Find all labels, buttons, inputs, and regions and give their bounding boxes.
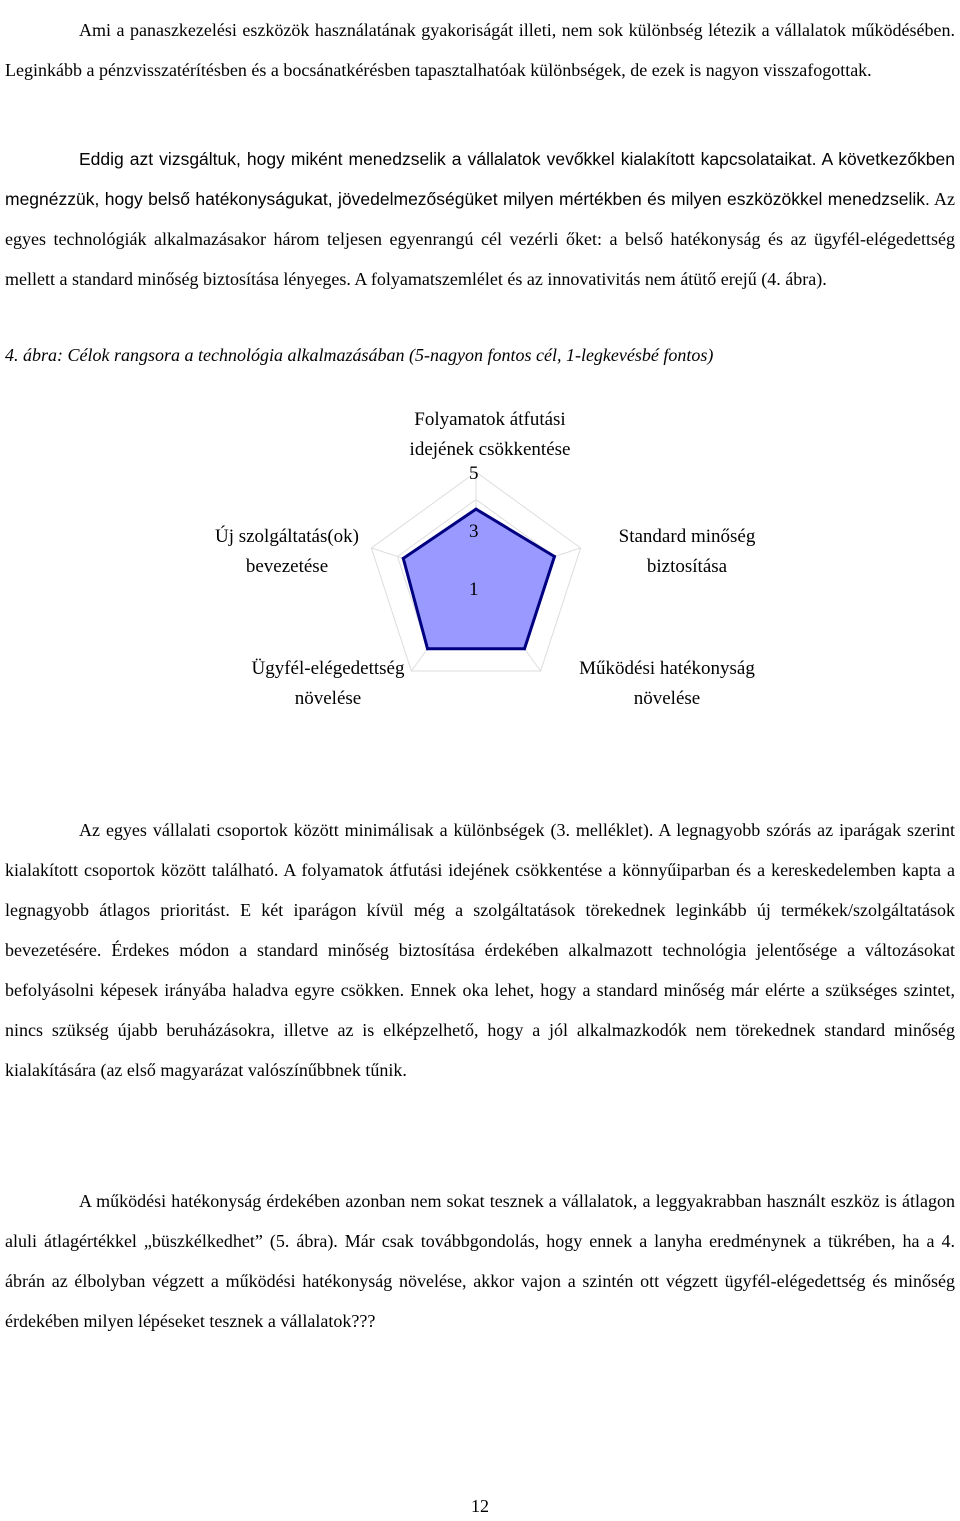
radar-chart bbox=[0, 395, 960, 725]
radar-axis-label-line: Folyamatok átfutási bbox=[414, 409, 566, 430]
paragraph-mukodesi-hatekonysag: A működési hatékonyság érdekében azonban nem sokat tesznek a vállalatok, a leggyakrabban használt eszköz is átlagon aluli átlagértékkel „büszkélkedhet” (5. ábra). Már csak továbbgondolás, hogy ennek a lanyha eredménynek a tükrében, ha a 4. ábrán az élbolyban végzett a működési hatékonyság növelése, akkor vajon a szintén ott végzett ügyfél-elégedettség és minőség érdekében milyen lépéseket tesznek a vállalatok??? bbox=[5, 1191, 955, 1331]
radar-axis-label-line: Működési hatékonyság bbox=[579, 658, 755, 679]
radar-series bbox=[402, 508, 556, 651]
radar-axis-label-line: idejének csökkentése bbox=[409, 439, 571, 460]
figure-caption: 4. ábra: Célok rangsora a technológia alkalmazásában (5-nagyon fontos cél, 1-legkevésbé fontos) bbox=[5, 345, 714, 365]
radar-tick-labels bbox=[469, 463, 479, 600]
radar-axis-label bbox=[579, 658, 755, 709]
radar-point bbox=[426, 647, 429, 650]
radar-point bbox=[523, 647, 526, 650]
radar-axis-label bbox=[252, 658, 405, 709]
radar-axis-label-line: Standard minőség bbox=[618, 526, 756, 547]
radar-axis-label bbox=[619, 526, 756, 577]
radar-axis-label-line: Ügyfél-elégedettség bbox=[251, 658, 405, 679]
radar-tick-label: 1 bbox=[469, 579, 479, 600]
paragraph-panaszkezeles: Ami a panaszkezelési eszközök használatának gyakoriságát illeti, nem sok különbség létezik a vállalatok működésében. Leginkább a pénzvisszatérítésben és a bocsánatkérésben tapasztalhatóak különbségek, de ezek is nagyon visszafogottak. bbox=[5, 20, 955, 80]
radar-axis-label-line: bevezetése bbox=[245, 556, 329, 577]
radar-point bbox=[402, 557, 405, 560]
paragraph-celok-rest: Az egyes technológiák alkalmazásakor három teljesen egyenrangú cél vezérli őket: a belső hatékonyság és az ügyfél-elégedettség mellett a standard minőség biztosítása lényeges. A folyamatszemlélet és az innovativitás nem átütő erejű (4. ábra). bbox=[5, 189, 956, 289]
radar-point bbox=[475, 508, 478, 511]
radar-point bbox=[553, 555, 556, 558]
paragraph-celok-intro: Eddig azt vizsgáltuk, hogy miként menedzselik a vállalatok vevőkkel kialakított kapcsolataikat. A következőkben megnézzük, hogy belső hatékonyságukat, jövedelmezőségüket milyen mértékben és milyen eszközökkel menedzselik. bbox=[5, 149, 955, 209]
page-number: 12 bbox=[471, 1496, 489, 1516]
radar-axis-label-line: Új szolgáltatás(ok) bbox=[214, 526, 360, 547]
paragraph-kulonbsegek: Az egyes vállalati csoportok között minimálisak a különbségek (3. melléklet). A legnagyobb szórás az iparágak szerint kialakított csoportok között található. A folyamatok átfutási idejének csökkentése a könnyűiparban és a kereskedelemben kapta a legnagyobb átlagos prioritást. E két iparágon kívül még a szolgáltatások törekednek leginkább új termékek/szolgáltatások bevezetésére. Érdekes módon a standard minőség biztosítása érdekében alkalmazott technológia jelentősége a változásokat befolyásolni képesek irányába haladva egyre csökken. Ennek oka lehet, hogy a standard minőség már elérte a szükséges szintet, nincs szükség újabb beruházásokra, illetve az is elképzelhető, hogy a jól alkalmazkodók nem törekednek standard minőség kialakítására (az első magyarázat valószínűbbnek tűnik. bbox=[5, 820, 955, 1080]
radar-tick-label: 5 bbox=[469, 463, 479, 484]
radar-axis-label-line: növelése bbox=[633, 688, 701, 709]
radar-axis-label-line: biztosítása bbox=[646, 556, 728, 577]
radar-axis-label bbox=[410, 409, 571, 460]
radar-axis-label bbox=[215, 525, 359, 577]
radar-tick-label: 3 bbox=[469, 521, 479, 542]
radar-series-area bbox=[403, 509, 554, 649]
paragraph-celok bbox=[5, 139, 955, 299]
radar-axis-label-line: növelése bbox=[294, 688, 362, 709]
